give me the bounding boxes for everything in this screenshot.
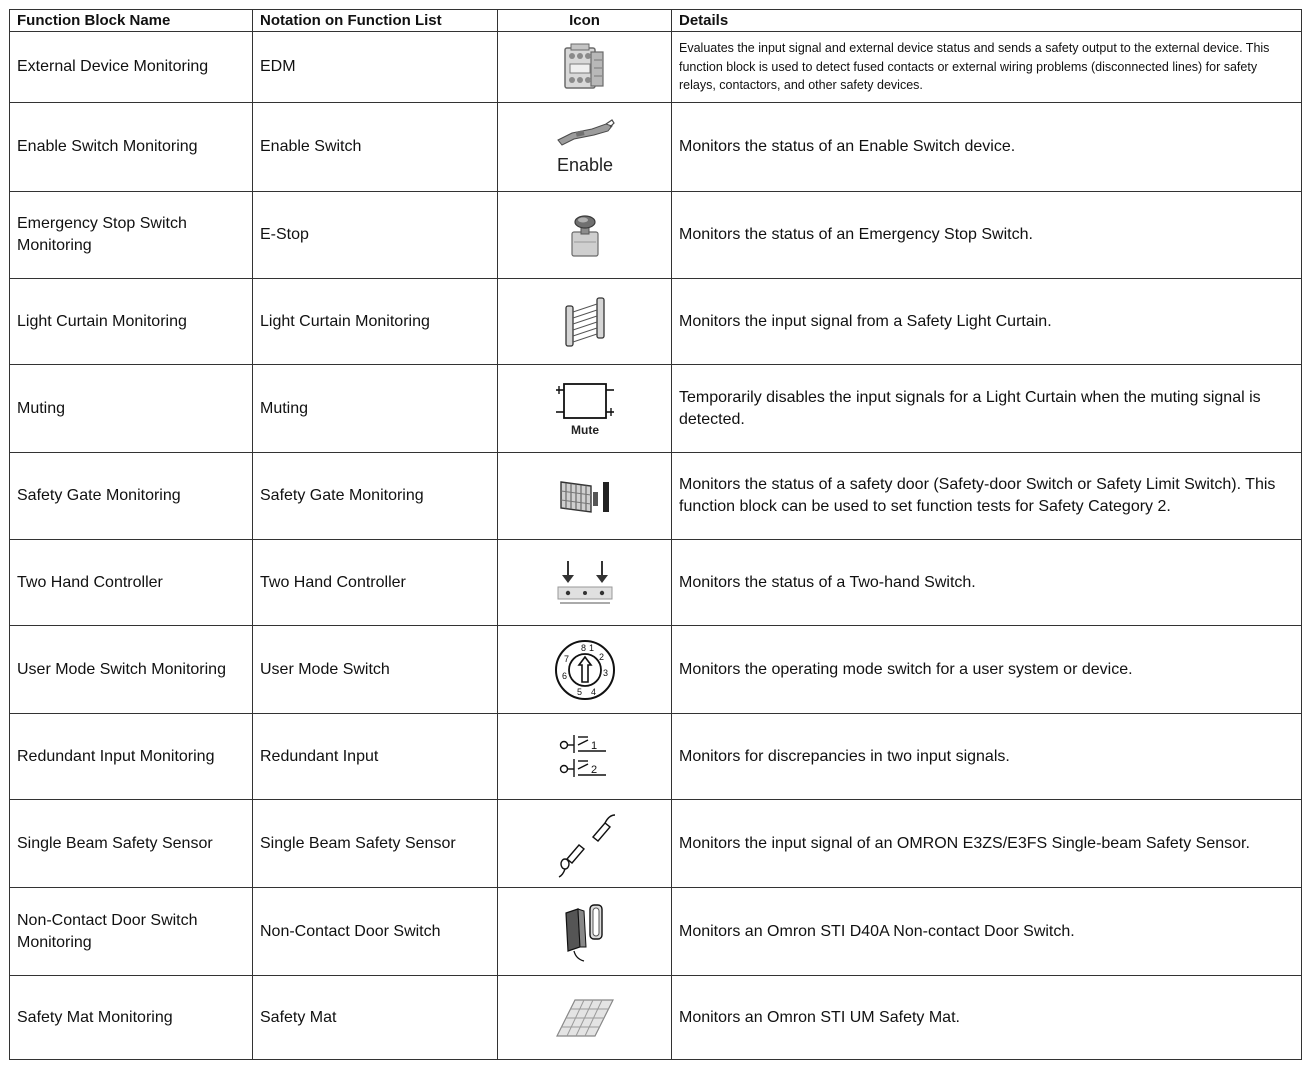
table-row	[10, 453, 1302, 540]
header-details: Details	[672, 10, 1302, 32]
function-block-name: Redundant Input Monitoring	[10, 714, 253, 800]
notation: Safety Gate Monitoring	[253, 453, 498, 540]
function-block-name: Single Beam Safety Sensor	[10, 800, 253, 888]
notation: Non-Contact Door Switch	[253, 888, 498, 976]
notation: Single Beam Safety Sensor	[253, 800, 498, 888]
table-row	[10, 626, 1302, 714]
table-row	[10, 279, 1302, 365]
table-row	[10, 192, 1302, 279]
enable-switch-icon	[550, 116, 620, 178]
details: Monitors for discrepancies in two input signals.	[672, 714, 1302, 800]
emergency-stop-icon	[568, 212, 602, 258]
svg-text:2: 2	[590, 763, 597, 776]
notation: EDM	[253, 32, 498, 103]
table-row	[10, 800, 1302, 888]
function-block-name: Safety Mat Monitoring	[10, 976, 253, 1060]
header-icon: Icon	[498, 10, 672, 32]
header-notation: Notation on Function List	[253, 10, 498, 32]
function-block-name: External Device Monitoring	[10, 32, 253, 103]
notation: E-Stop	[253, 192, 498, 279]
function-block-name: Light Curtain Monitoring	[10, 279, 253, 365]
redundant-input-icon	[558, 731, 612, 783]
details: Monitors an Omron STI D40A Non-contact Door Switch.	[672, 888, 1302, 976]
table-row	[10, 365, 1302, 453]
table-row	[10, 888, 1302, 976]
svg-text:4: 4	[590, 686, 596, 697]
notation: Enable Switch	[253, 103, 498, 192]
details: Monitors the status of a Two-hand Switch.	[672, 540, 1302, 626]
details: Monitors the operating mode switch for a user system or device.	[672, 626, 1302, 714]
notation: Light Curtain Monitoring	[253, 279, 498, 365]
details: Monitors the status of a safety door (Safety-door Switch or Safety Limit Switch). This function block can be used to set function tests for Safety Category 2.	[672, 453, 1302, 540]
function-block-name: User Mode Switch Monitoring	[10, 626, 253, 714]
table-row	[10, 976, 1302, 1060]
details: Monitors the input signal from a Safety Light Curtain.	[672, 279, 1302, 365]
function-block-name: Non-Contact Door Switch Monitoring	[10, 888, 253, 976]
svg-text:7: 7	[563, 653, 569, 664]
function-block-name: Enable Switch Monitoring	[10, 103, 253, 192]
function-block-table	[9, 9, 1302, 1060]
svg-text:3: 3	[602, 667, 608, 678]
function-block-name: Two Hand Controller	[10, 540, 253, 626]
two-hand-controller-icon	[554, 559, 616, 607]
svg-text:1: 1	[590, 739, 597, 752]
details: Temporarily disables the input signals for a Light Curtain when the muting signal is detected.	[672, 365, 1302, 453]
svg-text:8: 8	[580, 642, 586, 653]
svg-text:5: 5	[576, 686, 582, 697]
single-beam-sensor-icon	[553, 809, 617, 879]
contactor-icon	[561, 42, 609, 92]
svg-text:6: 6	[561, 670, 567, 681]
mute-icon-label: Mute	[570, 422, 599, 437]
safety-gate-icon	[557, 476, 613, 516]
notation: Redundant Input	[253, 714, 498, 800]
function-block-name: Muting	[10, 365, 253, 453]
light-curtain-icon	[562, 296, 608, 348]
mode-dial-icon	[553, 638, 617, 702]
door-switch-icon	[562, 901, 608, 963]
svg-text:2: 2	[598, 651, 604, 662]
table-row	[10, 714, 1302, 800]
table-row	[10, 32, 1302, 103]
header-row	[10, 10, 1302, 32]
function-block-name: Emergency Stop Switch Monitoring	[10, 192, 253, 279]
function-block-name: Safety Gate Monitoring	[10, 453, 253, 540]
notation: Safety Mat	[253, 976, 498, 1060]
details: Evaluates the input signal and external device status and sends a safety output to the external device. This function block is used to detect fused contacts or external wiring problems (disconnected lines) for safety relays, contactors, and other safety devices.	[672, 32, 1302, 103]
muting-icon	[550, 378, 620, 440]
notation: Two Hand Controller	[253, 540, 498, 626]
details: Monitors the status of an Emergency Stop Switch.	[672, 192, 1302, 279]
details: Monitors an Omron STI UM Safety Mat.	[672, 976, 1302, 1060]
table-row	[10, 103, 1302, 192]
header-function-block-name: Function Block Name	[10, 10, 253, 32]
details: Monitors the input signal of an OMRON E3ZS/E3FS Single-beam Safety Sensor.	[672, 800, 1302, 888]
svg-text:1: 1	[588, 642, 594, 653]
enable-icon-label: Enable	[556, 155, 613, 175]
details: Monitors the status of an Enable Switch device.	[672, 103, 1302, 192]
table-row	[10, 540, 1302, 626]
notation: User Mode Switch	[253, 626, 498, 714]
notation: Muting	[253, 365, 498, 453]
safety-mat-icon	[553, 994, 617, 1042]
